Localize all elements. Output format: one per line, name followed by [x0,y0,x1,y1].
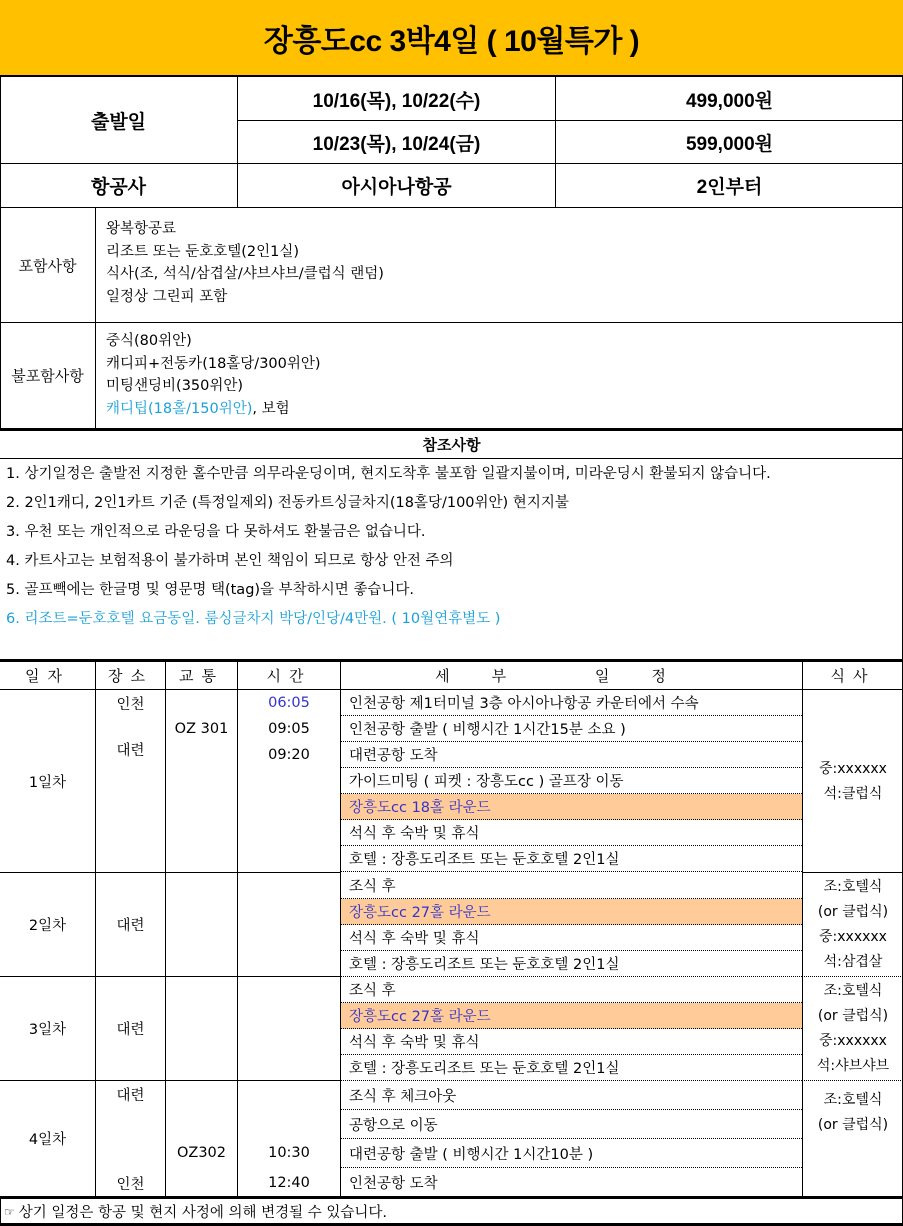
detail-row: 인천공항 제1터미널 3층 아시아나항공 카운터에서 수속 [341,690,802,716]
price-2: 599,000원 [685,133,774,155]
day-2: 2일차 [28,918,67,934]
pointing-hand-icon: ☞ [4,1204,15,1219]
flight-number: OZ302 [176,1145,227,1161]
place: 인천 [116,1176,145,1193]
included-item: 일정상 그린피 포함 [106,288,228,305]
place: 인천 [116,696,145,713]
detail-row: 조식 후 [341,873,802,899]
detail-row: 대련공항 출발 ( 비행시간 1시간10분 ) [341,1139,802,1168]
meal-lunch: 중:xxxxxx [819,761,887,777]
included-item: 식사(조, 석식/삼겹살/샤브샤브/클럽식 랜덤) [106,266,384,282]
excluded-label: 불포함사항 [11,367,84,385]
meal-breakfast: 조:호텔식 [823,983,883,999]
caddie-tip-highlight: 캐디팁(18홀/150위안) [106,400,253,417]
meal-dinner: 석:샤브샤브 [816,1058,890,1074]
excluded-item-rest: , 보험 [252,400,290,417]
notes-header: 참조사항 [422,437,481,454]
divider [0,1196,903,1199]
detail-row: 가이드미팅 ( 피켓 : 장흥도cc ) 골프장 이동 [341,768,802,794]
included-label: 포함사항 [18,256,77,275]
detail-row: 공항으로 이동 [341,1110,802,1139]
header-transport: 교통 [179,667,224,685]
place: 대련 [116,1087,145,1104]
header-time: 시간 [266,667,312,685]
note-item-1: 1. 상기일정은 출발전 지정한 홀수만큼 의무라운딩이며, 현지도착후 불포함 일괄지불이며, 미라운딩시 환불되지 않습니다. [6,466,771,482]
min-people: 2인부터 [696,177,763,198]
detail-row: 석식 후 숙박 및 휴식 [341,820,802,846]
excluded-item: 중식(80위안) [106,333,192,349]
note-item-2: 2. 2인1캐디, 2인1카트 기준 (특정일제외) 전동카트싱글차지(18홀당/100위안) 현지지불 [6,495,569,511]
time: 09:20 [268,747,310,763]
meal-info [803,979,903,1079]
note-item-6: 6. 리조트=둔호호텔 요금동일. 룸싱글차지 박당/인당/4만원. ( 10월연휴별도 ) [6,611,501,627]
excluded-item: 캐디피+전동카(18홀당/300위안) [106,355,321,372]
divider [802,1080,903,1081]
time: 06:05 [268,695,310,711]
day-4: 4일차 [28,1132,67,1148]
included-item: 왕복항공료 [106,221,177,237]
departure-label: 출발일 [90,112,147,133]
divider [95,208,96,429]
day-3: 3일차 [28,1022,67,1038]
meal-info [803,1088,903,1138]
meal-lunch: 중:xxxxxx [819,929,887,945]
place: 대련 [116,918,145,934]
departure-dates-1: 10/16(목), 10/22(수) [312,90,481,112]
detail-row-golf: 장흥도cc 27홀 라운드 [341,1003,802,1029]
airline-name: 아시아나항공 [341,177,452,198]
day-1: 1일차 [28,774,67,791]
header-date: 일자 [25,667,70,685]
detail-row: 석식 후 숙박 및 휴식 [341,1029,802,1055]
note-item-4: 4. 카트사고는 보험적용이 불가하며 본인 책임이 되므로 항상 안전 주의 [6,553,454,569]
divider [0,207,903,208]
meal-info [803,875,903,975]
place: 대련 [116,1022,145,1038]
detail-row: 인천공항 출발 ( 비행시간 1시간15분 소요 ) [341,716,802,742]
time: 09:05 [268,721,310,737]
meal-info [803,757,903,807]
divider [0,322,903,323]
detail-row: 인천공항 도착 [349,1175,438,1192]
detail-row: 석식 후 숙박 및 휴식 [341,925,802,951]
meal-dinner: 석:삼겹살 [823,954,883,970]
meal-breakfast-alt: (or 클럽식) [817,904,889,920]
excluded-list [106,330,321,420]
meal-breakfast-alt: (or 클럽식) [817,1117,889,1133]
included-list [106,218,384,308]
header-place: 장소 [108,667,153,685]
page-title: 장흥도cc 3박4일 ( 10월특가 ) [0,0,903,77]
departure-dates-2: 10/23(목), 10/24(금) [312,133,481,155]
header-detail: 세부 일정 [435,667,708,685]
detail-row: 호텔 : 장흥도리조트 또는 둔호호텔 2인1실 [341,846,802,872]
meal-breakfast: 조:호텔식 [823,1092,883,1108]
detail-row: 조식 후 [341,977,802,1003]
detail-row: 호텔 : 장흥도리조트 또는 둔호호텔 2인1실 [341,951,802,977]
detail-row: 대련공항 도착 [341,742,802,768]
detail-row: 조식 후 체크아웃 [341,1081,802,1110]
footer-text: 상기 일정은 항공 및 현지 사정에 의해 변경될 수 있습니다. [18,1205,388,1221]
divider [0,1196,1,1226]
place: 대련 [116,742,145,759]
detail-row-golf: 장흥도cc 27홀 라운드 [341,899,802,925]
meal-breakfast: 조:호텔식 [823,879,883,895]
meal-breakfast-alt: (or 클럽식) [817,1008,889,1024]
included-item: 리조트 또는 둔호호텔(2인1실) [106,243,300,260]
detail-row-golf: 장흥도cc 18홀 라운드 [341,794,802,820]
footer-note [4,1201,387,1222]
flight-number: OZ 301 [174,721,229,737]
excluded-item [106,398,321,421]
divider [802,976,903,977]
excluded-item: 미팅샌딩비(350위안) [106,378,244,394]
divider [802,872,903,873]
note-item-3: 3. 우천 또는 개인적으로 라운딩을 다 못하셔도 환불금은 없습니다. [6,524,426,540]
meal-lunch: 중:xxxxxx [819,1033,887,1049]
divider [0,77,1,429]
time: 12:40 [268,1175,310,1191]
detail-row: 호텔 : 장흥도리조트 또는 둔호호텔 2인1실 [341,1055,802,1081]
divider [0,458,903,459]
time: 10:30 [268,1145,310,1161]
header-meal: 식사 [830,667,876,685]
meal-dinner: 석:클럽식 [823,786,883,802]
note-item-5: 5. 골프빽에는 한글명 및 영문명 택(tag)을 부착하시면 좋습니다. [6,582,414,598]
price-1: 499,000원 [685,90,774,112]
airline-label: 항공사 [90,177,147,198]
